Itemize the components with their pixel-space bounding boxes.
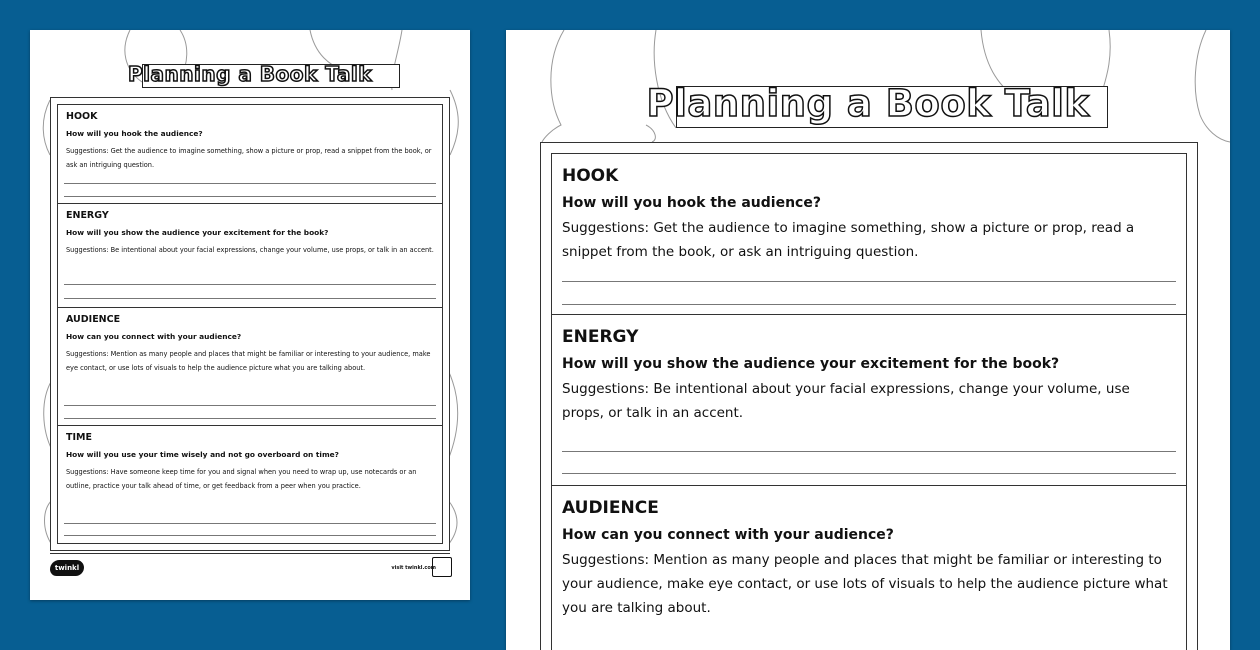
twinkl-logo: twinkl bbox=[50, 560, 84, 576]
section-audience bbox=[552, 486, 1186, 650]
section-question: How will you show the audience your excitement for the book? bbox=[562, 356, 1060, 372]
worksheet-frame bbox=[50, 97, 450, 551]
writing-line[interactable] bbox=[562, 281, 1176, 282]
visit-link-text: visit twinkl.com bbox=[391, 565, 436, 571]
section-question: How will you use your time wisely and not go overboard on time? bbox=[66, 450, 339, 459]
page-title: Planning a Book Talk bbox=[127, 62, 373, 86]
section-question: How can you connect with your audience? bbox=[562, 527, 894, 543]
sections-container bbox=[551, 153, 1187, 650]
section-audience bbox=[58, 308, 442, 426]
writing-line[interactable] bbox=[64, 535, 436, 536]
section-heading: HOOK bbox=[66, 111, 98, 122]
section-question: How can you connect with your audience? bbox=[66, 332, 242, 341]
page-title: Planning a Book Talk bbox=[646, 81, 1090, 125]
section-time bbox=[58, 426, 442, 543]
section-heading: AUDIENCE bbox=[66, 314, 121, 325]
section-suggestions: Suggestions: Have someone keep time for you and signal when you need to wrap up, use notecards or an outline, practice your talk ahead of time, or get feedback from a peer when you practice. bbox=[66, 468, 417, 490]
section-suggestions: Suggestions: Be intentional about your facial expressions, change your volume, use props, or talk in an accent. bbox=[562, 381, 1130, 421]
section-question: How will you show the audience your excitement for the book? bbox=[66, 228, 329, 237]
checked-badge-icon bbox=[432, 557, 452, 577]
writing-line[interactable] bbox=[562, 473, 1176, 474]
section-hook bbox=[58, 105, 442, 204]
section-heading: AUDIENCE bbox=[562, 498, 659, 518]
footer-rule bbox=[50, 553, 450, 554]
writing-line[interactable] bbox=[562, 451, 1176, 452]
section-energy bbox=[58, 204, 442, 308]
worksheet-preview-large bbox=[506, 30, 1230, 650]
section-energy bbox=[552, 315, 1186, 486]
section-question: How will you hook the audience? bbox=[562, 195, 821, 211]
writing-line[interactable] bbox=[64, 183, 436, 184]
writing-line[interactable] bbox=[64, 298, 436, 299]
writing-line[interactable] bbox=[64, 284, 436, 285]
section-hook bbox=[552, 154, 1186, 315]
section-question: How will you hook the audience? bbox=[66, 129, 203, 138]
writing-line[interactable] bbox=[64, 405, 436, 406]
section-suggestions: Suggestions: Mention as many people and places that might be familiar or interesting to your audience, make eye contact, or use lots of visuals to help the audience picture what you are talking about. bbox=[66, 350, 431, 372]
worksheet-preview-small bbox=[30, 30, 470, 600]
writing-line[interactable] bbox=[64, 418, 436, 419]
writing-line[interactable] bbox=[64, 196, 436, 197]
section-heading: ENERGY bbox=[562, 327, 639, 347]
title-banner bbox=[506, 72, 1230, 134]
sections-container bbox=[57, 104, 443, 544]
section-suggestions: Suggestions: Get the audience to imagine something, show a picture or prop, read a snippet from the book, or ask an intriguing question. bbox=[562, 220, 1135, 260]
section-suggestions: Suggestions: Get the audience to imagine something, show a picture or prop, read a snippet from the book, or ask an intriguing question. bbox=[66, 147, 432, 169]
worksheet-frame bbox=[540, 142, 1198, 650]
section-heading: HOOK bbox=[562, 166, 619, 186]
section-suggestions: Suggestions: Be intentional about your facial expressions, change your volume, use props, or talk in an accent. bbox=[66, 246, 434, 254]
section-heading: TIME bbox=[66, 432, 92, 443]
section-heading: ENERGY bbox=[66, 210, 109, 221]
writing-line[interactable] bbox=[64, 523, 436, 524]
writing-line[interactable] bbox=[562, 304, 1176, 305]
title-banner bbox=[30, 56, 470, 92]
section-suggestions: Suggestions: Mention as many people and places that might be familiar or interesting to your audience, make eye contact, or use lots of visuals to help the audience picture what you are talking about. bbox=[562, 552, 1168, 616]
